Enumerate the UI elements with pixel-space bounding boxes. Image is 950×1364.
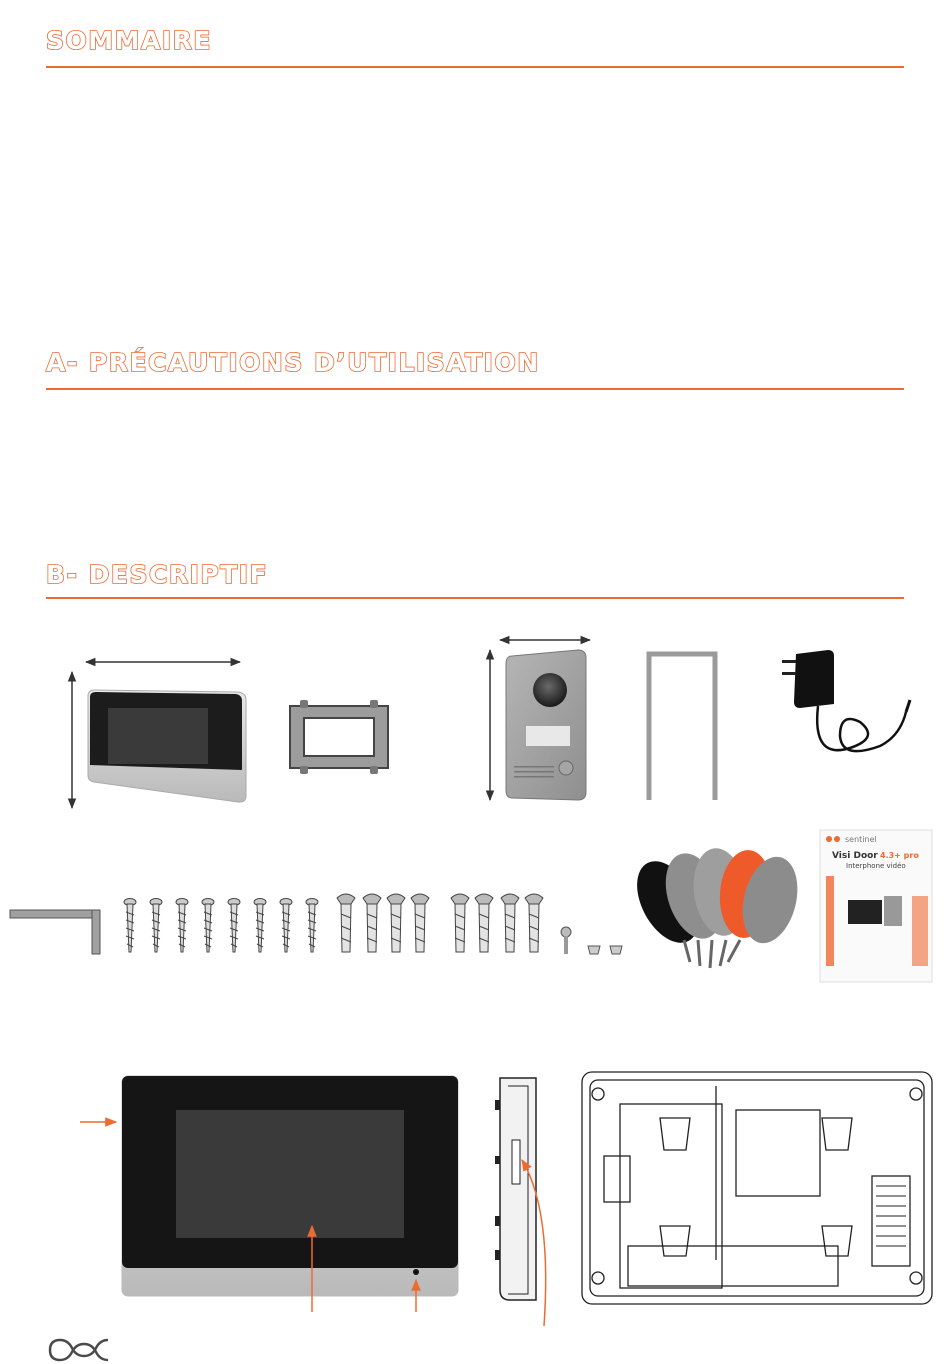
monitor-back-view [582,1072,932,1304]
product-box [820,830,932,982]
screw [202,899,214,953]
heading-descriptif: B- DESCRIPTIF [46,560,269,589]
wall-plug [387,894,405,952]
screw [306,899,318,953]
footer-logo [50,1340,108,1360]
rubber-caps [588,946,622,954]
wall-plug [475,894,493,952]
box-version: 4.3+ pro [880,851,919,860]
small-screw [561,927,571,954]
wall-plug [411,894,429,952]
allen-key [10,910,100,954]
rfid-badges [624,845,805,968]
monitor-side-view [495,1078,546,1326]
screw [228,899,240,953]
monitor-front-large [80,1076,458,1312]
screw [150,899,162,953]
box-brand: sentinel [845,835,877,844]
rain-cover [649,654,715,800]
wall-plug [525,894,543,952]
wall-plug [363,894,381,952]
power-adapter [782,650,910,751]
wall-bracket [290,700,388,774]
outdoor-station [490,640,590,800]
wall-plug-set [337,894,543,952]
screw [124,899,136,953]
wall-plug [501,894,519,952]
monitor-front-thumbnail [72,662,246,808]
heading-sommaire: SOMMAIRE [46,26,212,55]
heading-precautions: A- PRÉCAUTIONS D’UTILISATION [46,348,540,377]
box-subtitle: Interphone vidéo [846,862,906,870]
screw-set [124,899,318,953]
screw [280,899,292,953]
box-product: Visi Door [832,851,878,861]
screw [176,899,188,953]
wall-plug [337,894,355,952]
screw [254,899,266,953]
wall-plug [451,894,469,952]
